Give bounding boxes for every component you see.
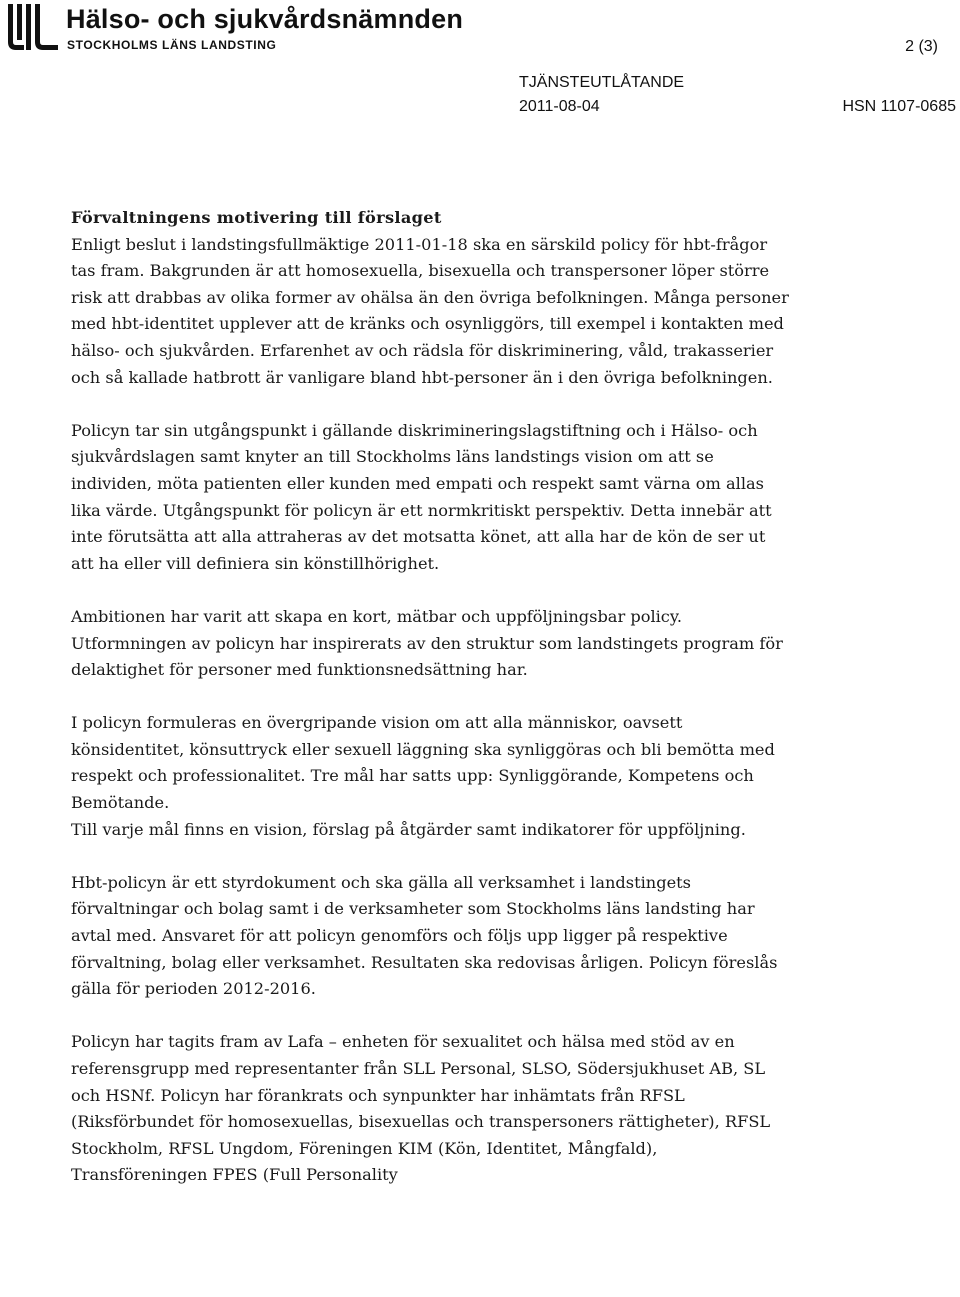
- paragraph-background: Enligt beslut i landstingsfullmäktige 2011-01-18 ska en särskild policy för hbt-frågor tas fram. Bakgrunden är att homosexuella, bisexuella och transpersoner löper större risk att drabbas av olika former av ohälsa än den övriga befolkningen. Många personer med hbt-identitet upplever att de kränks och osynliggörs, till exempel i kontakten med hälso- och sjukvården. Erfarenhet av och rädsla för diskriminering, våld, trakasserier och så kallade hatbrott är vanligare bland hbt-personer än i den övriga befolkningen.: [71, 234, 789, 387]
- paragraph-consultation: Policyn har tagits fram av Lafa – enheten för sexualitet och hälsa med stöd av en referensgrupp med representanter från SLL Personal, SLSO, Södersjukhuset AB, SL och HSNf. Policyn har förankrats och synpunkter har inhämtats från RFSL (Riksförbundet för homosexuellas, bisexuellas och transpersoners rättigheter), RFSL Stockholm, RFSL Ungdom, Föreningen KIM (Kön, Identitet, Mångfald), Transföreningen FPES (Full Personality: [71, 1032, 771, 1185]
- document-reference: HSN 1107-0685: [842, 98, 956, 115]
- paragraph-governance: Hbt-policyn är ett styrdokument och ska gälla all verksamhet i landstingets förvaltningar och bolag samt i de verksamheter som Stockholms läns landsting har avtal med. Ansvaret för att policyn genomförs och följs upp ligger på respektive förvaltning, bolag eller verksamhet. Resultaten ska redovisas årligen. Policyn föreslås gälla för perioden 2012-2016.: [71, 872, 778, 999]
- paragraph-ambition: Ambitionen har varit att skapa en kort, mätbar och uppföljningsbar policy. Utformningen av policyn har inspirerats av den struktur som landstingets program för delaktighet för personer med funktionsnedsättning har.: [71, 606, 783, 680]
- section-heading: Förvaltningens motivering till förslaget: [71, 208, 442, 227]
- organization-subtitle: STOCKHOLMS LÄNS LANDSTING: [67, 38, 277, 52]
- paragraph-vision: I policyn formuleras en övergripande vision om att alla människor, oavsett könsidentitet, könsuttryck eller sexuell läggning ska synliggöras och bli bemötta med respekt och professionalitet. Tre mål har satts upp: Synliggörande, Kompetens och Bemötande.: [71, 713, 775, 813]
- document-date: 2011-08-04: [519, 98, 600, 115]
- document-type: TJÄNSTEUTLÅTANDE: [519, 74, 685, 91]
- paragraph-goals: Till varje mål finns en vision, förslag på åtgärder samt indikatorer för uppföljning.: [71, 819, 746, 839]
- document-header: [0, 0, 960, 115]
- organization-name: Hälso- och sjukvårdsnämnden: [66, 4, 464, 34]
- document-body: [71, 205, 791, 1216]
- paragraph-starting-point: Policyn tar sin utgångspunkt i gällande diskrimineringslagstiftning och i Hälso- och sjukvårdslagen samt knyter an till Stockholms läns landstings vision om att se individen, möta patienten eller kunden med empati och respekt samt värna om allas lika värde. Utgångspunkt för policyn är ett normkritiskt perspektiv. Detta innebär att inte förutsätta att alla attraheras av det motsatta könet, att alla har de kön de ser ut att ha eller vill definiera sin könstillhörighet.: [71, 420, 772, 573]
- sll-logo-icon: [2, 2, 60, 52]
- page-number: 2 (3): [905, 38, 938, 55]
